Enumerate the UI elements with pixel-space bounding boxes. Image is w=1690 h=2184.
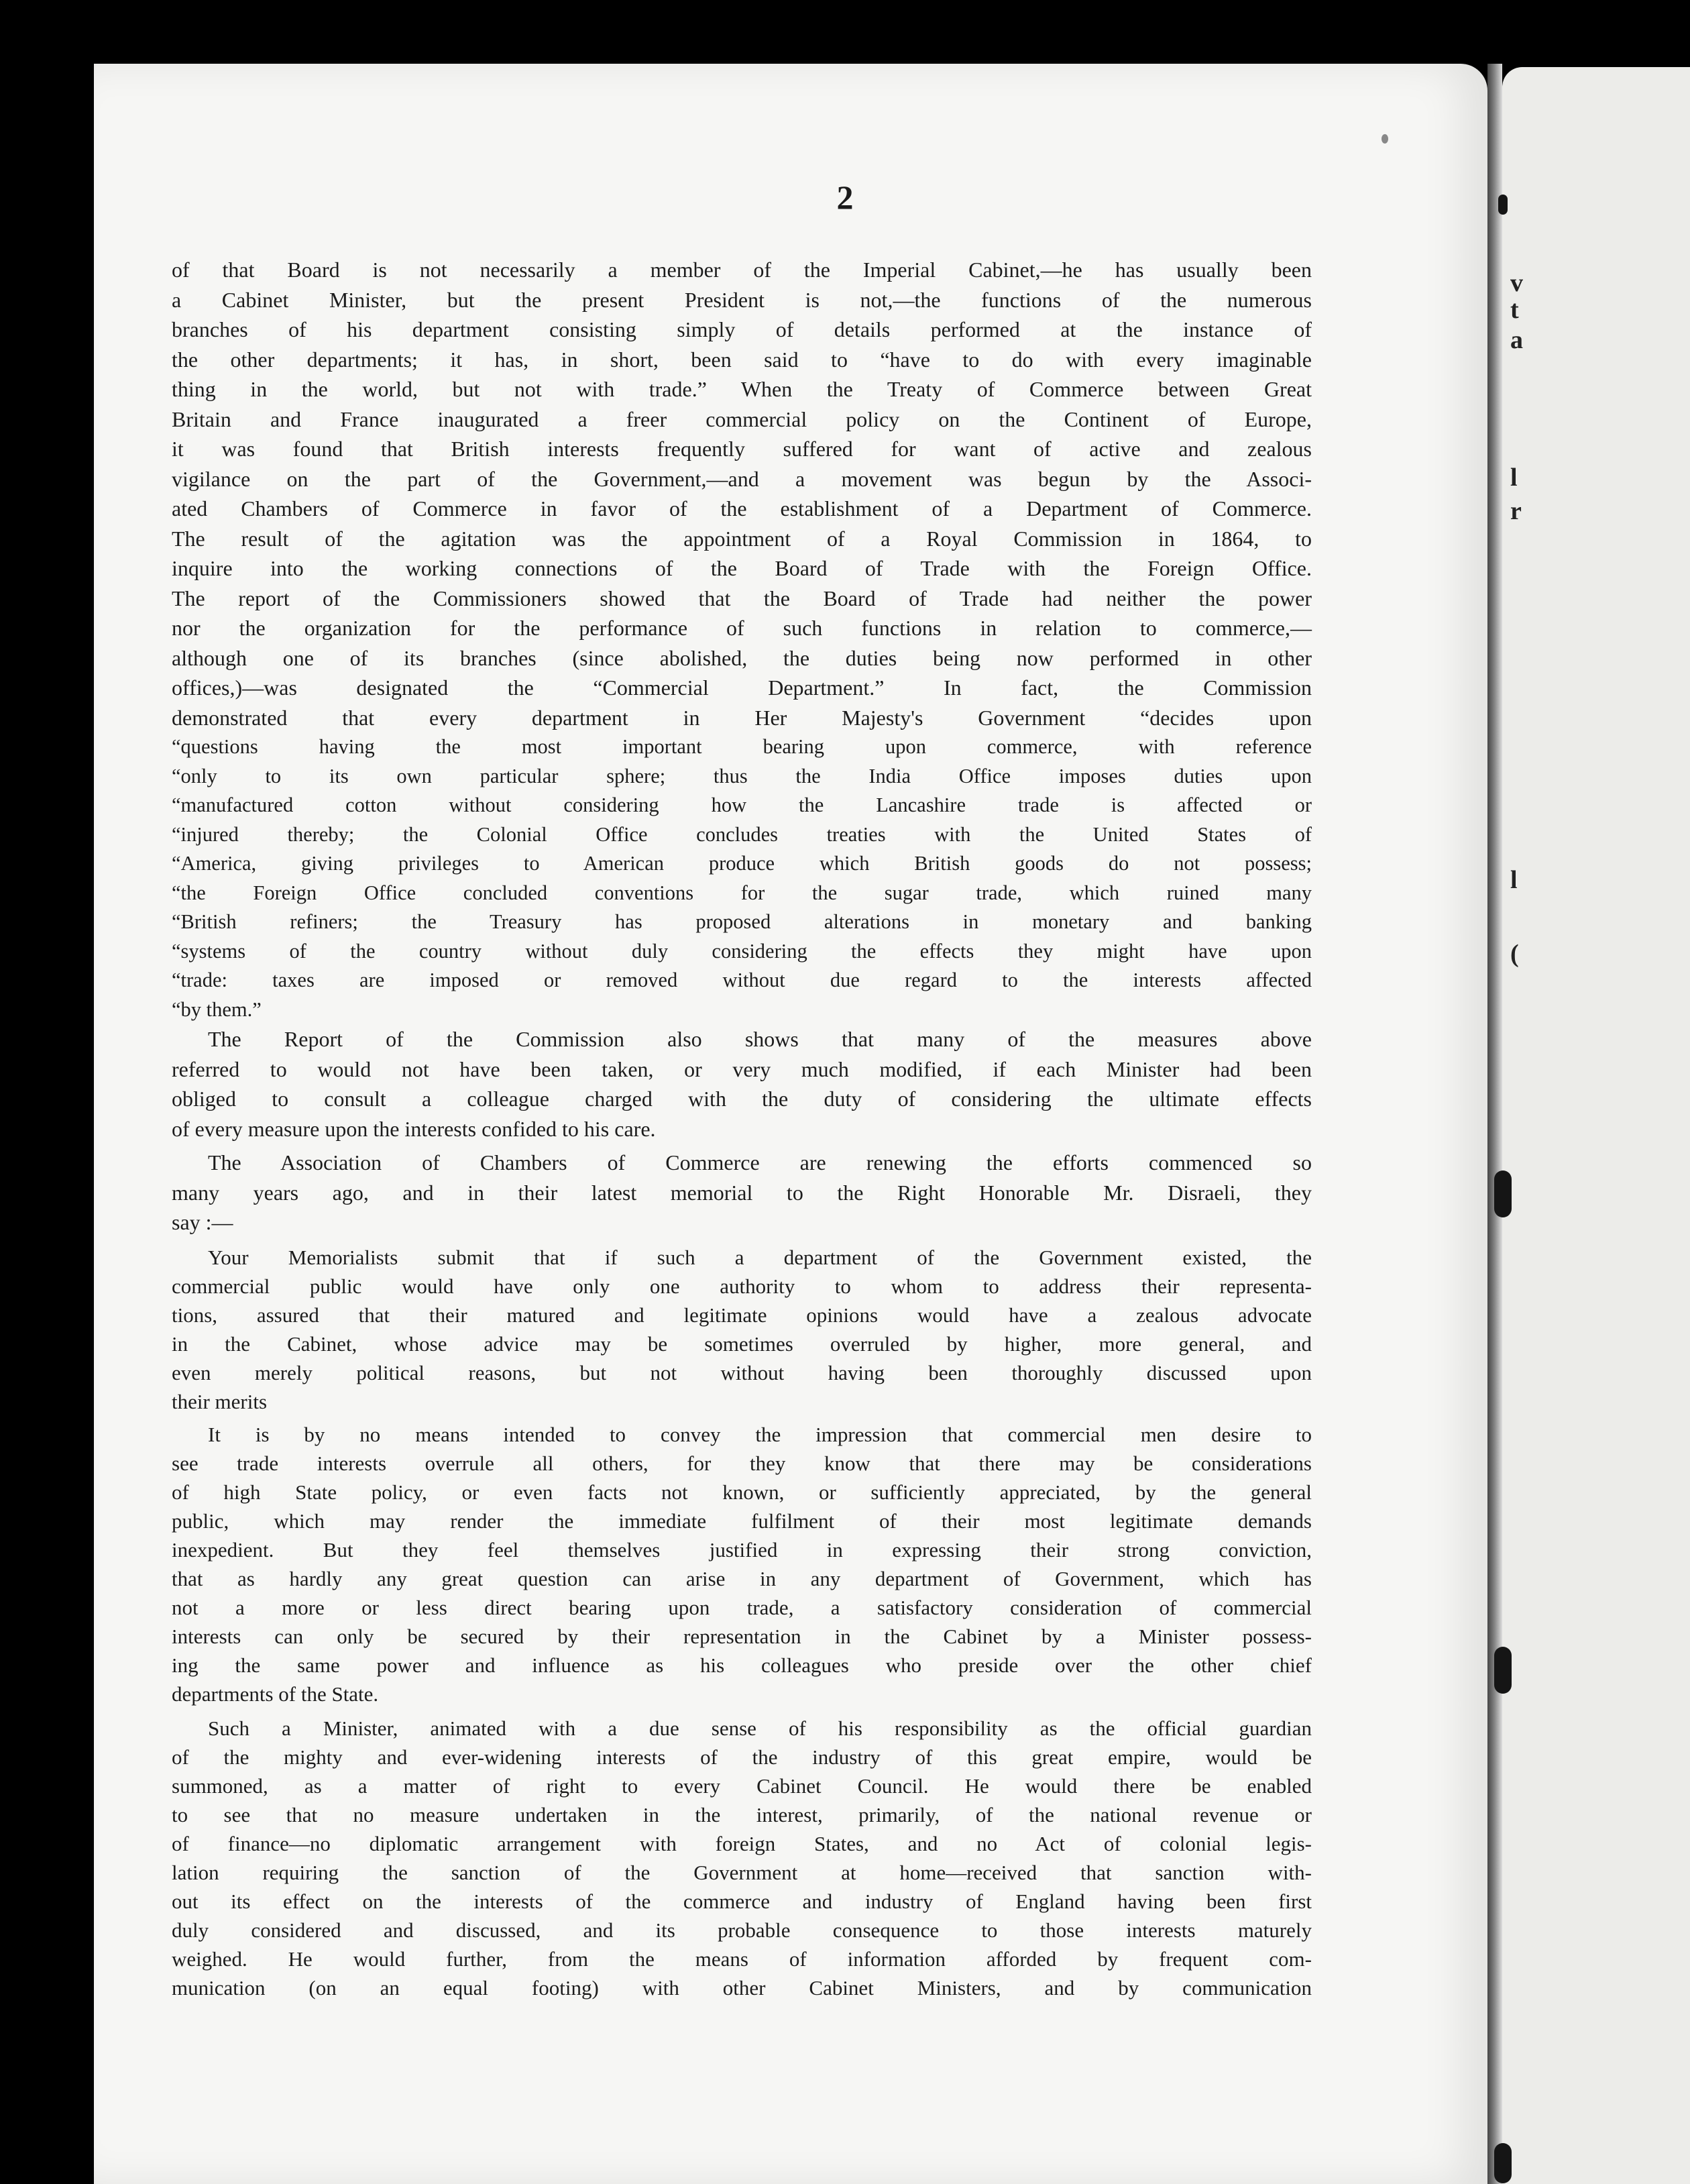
text-line: to see that no measure undertaken in the interest, primarily, of the national revenue or (172, 1802, 1312, 1826)
text-line: “injured thereby; the Colonial Office concludes treaties with the United States of (172, 822, 1312, 846)
text-line: out its effect on the interests of the commerce and industry of England having been first (172, 1889, 1312, 1913)
facing-page-fragment: a (1510, 326, 1523, 354)
facing-page-fragment: r (1510, 497, 1522, 525)
binding-mark (1494, 1170, 1512, 1217)
text-line: even merely political reasons, but not without having been thoroughly discussed upon (172, 1360, 1312, 1384)
text-line: “America, giving privileges to American produce which British goods do not possess; (172, 852, 1312, 875)
paragraph-no-means (172, 1420, 1312, 1708)
text-line: “manufactured cotton without considering how the Lancashire trade is affected or (172, 794, 1312, 816)
text-line: commercial public would have only one authority to whom to address their representa- (172, 1274, 1312, 1298)
text-line: Your Memorialists submit that if such a department of the Government existed, the (208, 1245, 1312, 1269)
text-line: many years ago, and in their latest memorial to the Right Honorable Mr. Disraeli, they (172, 1180, 1312, 1205)
text-line: departments of the State. (172, 1682, 379, 1706)
facing-page-fragment: l (1510, 463, 1518, 492)
text-line: obliged to consult a colleague charged with the duty of considering the ultimate effects (172, 1087, 1312, 1111)
text-line: of high State policy, or even facts not known, or sufficiently appreciated, by the general (172, 1480, 1312, 1504)
text-line: nor the organization for the performance of such functions in relation to commerce,— (172, 616, 1312, 640)
page-number: 2 (836, 178, 854, 216)
page-gutter (1487, 64, 1502, 2184)
text-line: thing in the world, but not with trade.” When the Treaty of Commerce between Great (172, 377, 1312, 401)
body-text (172, 255, 1312, 2002)
quoted-commission-report (172, 732, 1312, 1024)
text-line: Britain and France inaugurated a freer commercial policy on the Continent of Europe, (172, 406, 1312, 431)
text-line: The report of the Commissioners showed that the Board of Trade had neither the power (172, 586, 1312, 610)
page-speck (1382, 134, 1388, 144)
text-line: offices,)—was designated the “Commercial Department.” In fact, the Commission (172, 675, 1312, 700)
text-line: not a more or less direct bearing upon trade, a satisfactory consideration of commercial (172, 1595, 1312, 1619)
text-line: vigilance on the part of the Government,—and a movement was begun by the Associ- (172, 466, 1312, 491)
text-line: ing the same power and influence as his colleagues who preside over the other chief (172, 1653, 1312, 1677)
text-line: tions, assured that their matured and legitimate opinions would have a zealous advocate (172, 1303, 1312, 1327)
text-line: “the Foreign Office concluded conventions for the sugar trade, which ruined many (172, 881, 1312, 904)
text-line: It is by no means intended to convey the impression that commercial men desire to (208, 1422, 1312, 1446)
text-line: lation requiring the sanction of the Government at home—received that sanction with- (172, 1860, 1312, 1884)
facing-page-fragment: t (1510, 296, 1519, 324)
paragraph-board-of-trade (172, 255, 1312, 732)
text-line: the other departments; it has, in short, been said to “have to do with every imaginable (172, 347, 1312, 372)
text-line: duly considered and discussed, and its probable consequence to those interests maturely (172, 1918, 1312, 1942)
text-line: “trade: taxes are imposed or removed without due regard to the interests affected (172, 969, 1312, 991)
text-line: munication (on an equal footing) with other Cabinet Ministers, and by communication (172, 1975, 1312, 2000)
binding-mark (1494, 1647, 1512, 1694)
paragraph-report-commission (172, 1024, 1312, 1144)
paragraph-memorialists (172, 1243, 1312, 1416)
binding-mark (1494, 2143, 1512, 2183)
text-line: although one of its branches (since abolished, the duties being now performed in other (172, 645, 1312, 670)
text-line: their merits (172, 1389, 268, 1413)
text-line: weighed. He would further, from the means of information afforded by frequent com- (172, 1947, 1312, 1971)
paragraph-association (172, 1148, 1312, 1238)
text-line: of that Board is not necessarily a member of the Imperial Cabinet,—he has usually been (172, 258, 1312, 282)
facing-page-fragment: v (1510, 269, 1523, 297)
text-line: The Report of the Commission also shows that many of the measures above (208, 1027, 1312, 1051)
text-line: public, which may render the immediate fulfilment of their most legitimate demands (172, 1509, 1312, 1533)
text-line: The Association of Chambers of Commerce are renewing the efforts commenced so (208, 1150, 1312, 1175)
facing-page-fragment: l (1510, 866, 1518, 894)
text-line: a Cabinet Minister, but the present President is not,—the functions of the numerous (172, 287, 1312, 312)
text-line: ated Chambers of Commerce in favor of the establishment of a Department of Commerce. (172, 496, 1312, 521)
text-line: of every measure upon the interests confided to his care. (172, 1116, 656, 1141)
text-line: say :— (172, 1210, 233, 1234)
text-line: see trade interests overrule all others, for they know that there may be considerations (172, 1451, 1312, 1475)
facing-page-fragment: ( (1510, 940, 1519, 968)
text-line: inexpedient. But they feel themselves justified in expressing their strong conviction, (172, 1537, 1312, 1562)
text-line: in the Cabinet, whose advice may be sometimes overruled by higher, more general, and (172, 1331, 1312, 1356)
text-line: referred to would not have been taken, or very much modified, if each Minister had been (172, 1056, 1312, 1081)
text-line: The result of the agitation was the appointment of a Royal Commission in 1864, to (172, 526, 1312, 551)
text-line: “questions having the most important bearing upon commerce, with reference (172, 735, 1312, 758)
text-line: “by them.” (172, 997, 262, 1021)
text-line: of finance—no diplomatic arrangement with foreign States, and no Act of colonial legis- (172, 1831, 1312, 1855)
facing-page (1502, 67, 1690, 2184)
text-line: “systems of the country without duly considering the effects they might have upon (172, 939, 1312, 963)
text-line: “British refiners; the Treasury has proposed alterations in monetary and banking (172, 910, 1312, 933)
text-line: demonstrated that every department in Her Majesty's Government “decides upon (172, 705, 1312, 730)
text-line: inquire into the working connections of the Board of Trade with the Foreign Office. (172, 556, 1312, 580)
paragraph-such-a-minister (172, 1714, 1312, 2002)
text-line: that as hardly any great question can arise in any department of Government, which has (172, 1566, 1312, 1590)
text-line: branches of his department consisting simply of details performed at the instance of (172, 317, 1312, 341)
text-line: “only to its own particular sphere; thus the India Office imposes duties upon (172, 764, 1312, 787)
text-line: Such a Minister, animated with a due sense of his responsibility as the official guardian (208, 1716, 1312, 1740)
text-line: summoned, as a matter of right to every Cabinet Council. He would there be enabled (172, 1773, 1312, 1798)
text-line: it was found that British interests frequently suffered for want of active and zealous (172, 437, 1312, 461)
text-line: interests can only be secured by their representation in the Cabinet by a Minister possess- (172, 1624, 1312, 1648)
text-line: of the mighty and ever-widening interests of the industry of this great empire, would be (172, 1745, 1312, 1769)
